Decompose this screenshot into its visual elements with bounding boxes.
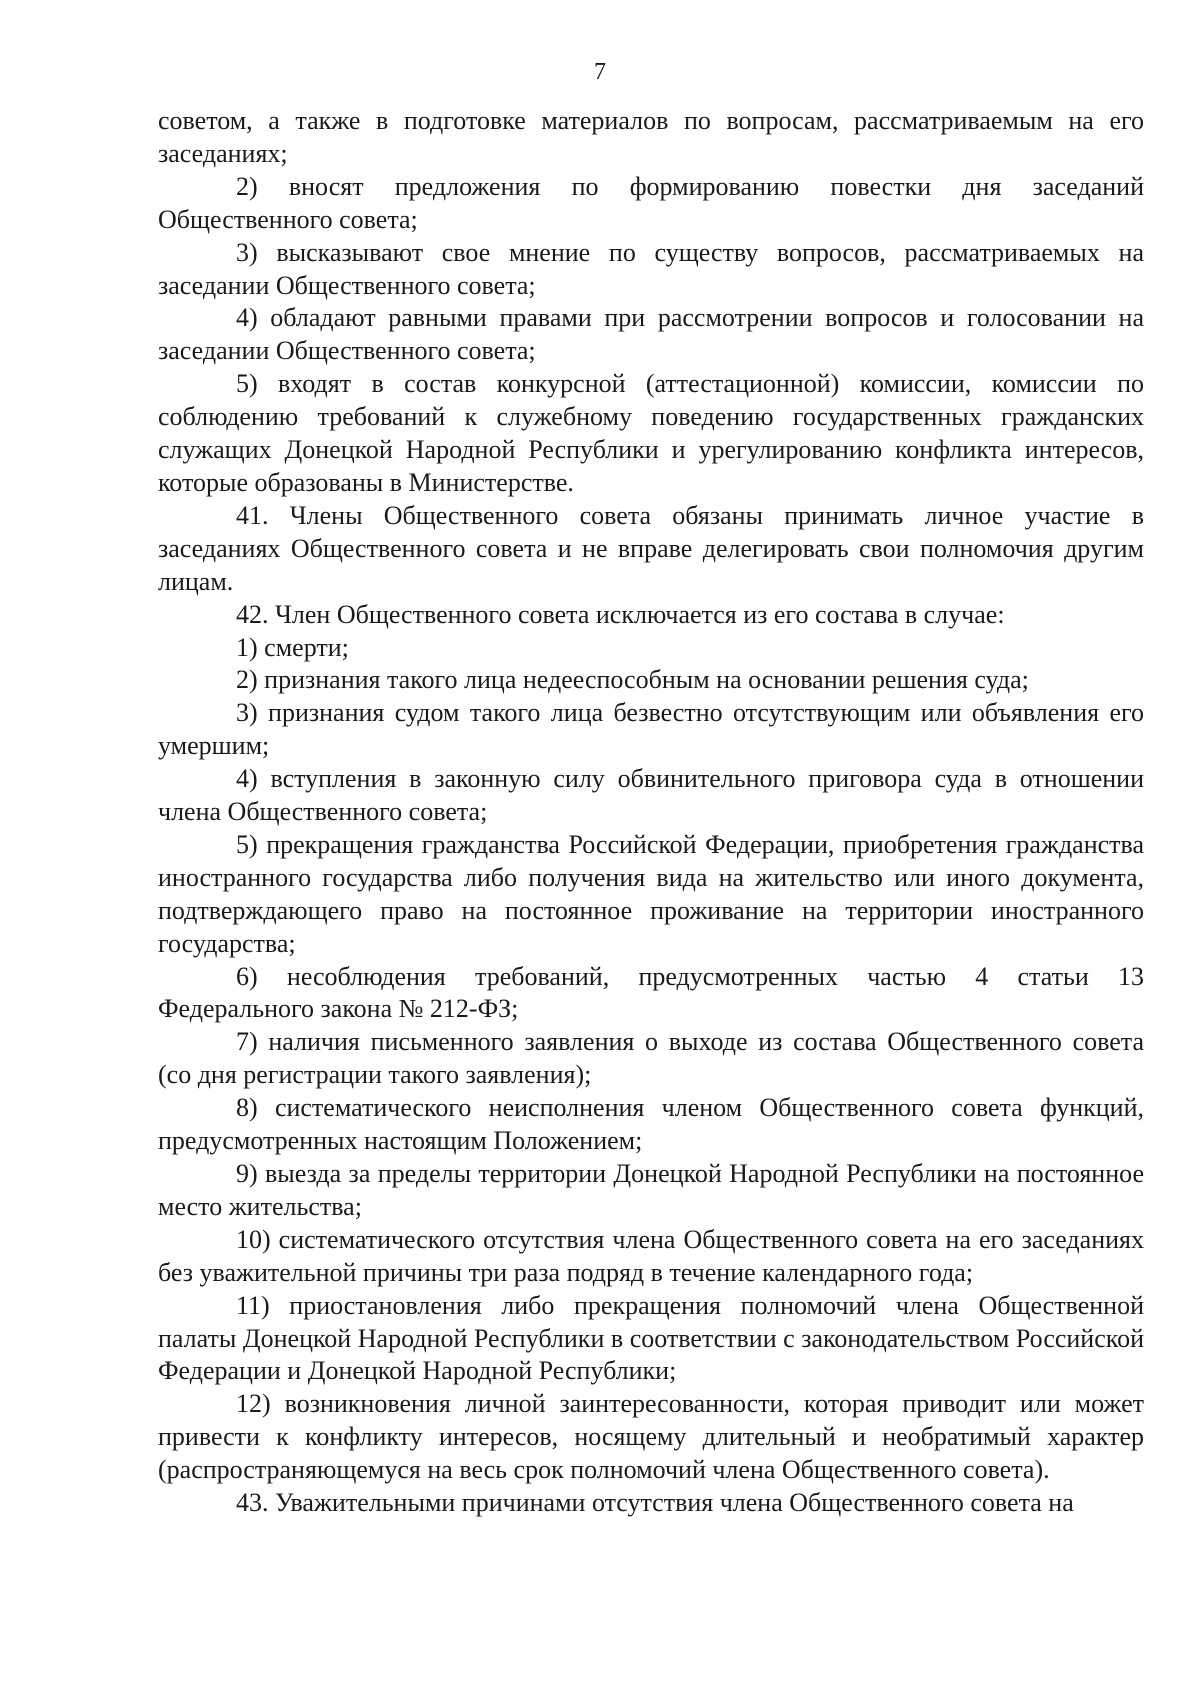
paragraph: 1) смерти; [236, 632, 349, 662]
paragraph: 7) наличия письменного заявления о выходе из состава Общественного совета (со дня регистрации такого заявления); [158, 1027, 1144, 1090]
paragraph: 10) систематического отсутствия члена Общественного совета на его заседаниях без уважительной причины три раза подряд в течение календарного года; [158, 1224, 1144, 1287]
paragraph: 9) выезда за пределы территории Донецкой Народной Республики на постоянное место жительства; [158, 1159, 1144, 1221]
paragraph: 5) входят в состав конкурсной (аттестационной) комиссии, комиссии по соблюдению требований к служебному поведению государственных гражданских служащих Донецкой Народной Республики и урегулированию конфликта интересов, которые образованы в Министерстве. [158, 369, 1144, 497]
paragraph: 6) несоблюдения требований, предусмотренных частью 4 статьи 13 Федерального закона № 212-ФЗ; [158, 961, 1144, 1024]
paragraph: 4) обладают равными правами при рассмотрении вопросов и голосовании на заседании Общественного совета; [158, 303, 1144, 366]
paragraph-clause-41: 41. Члены Общественного совета обязаны принимать личное участие в заседаниях Общественного совета и не вправе делегировать свои полномочия другим лицам. [158, 500, 1144, 596]
paragraph: 8) систематического неисполнения членом Общественного совета функций, предусмотренных настоящим Положением; [158, 1093, 1144, 1156]
paragraph: 3) высказывают свое мнение по существу вопросов, рассматриваемых на заседании Общественного совета; [158, 237, 1144, 300]
paragraph: 12) возникновения личной заинтересованности, которая приводит или может привести к конфликту интересов, носящему длительный и необратимый характер (распространяющемуся на весь срок полномочий члена Общественного совета). [158, 1389, 1144, 1485]
paragraph: 11) приостановления либо прекращения полномочий члена Общественной палаты Донецкой Народной Республики в соответствии с законодательством Российской Федерации и Донецкой Народной Республики; [158, 1290, 1144, 1386]
paragraph: 2) вносят предложения по формированию повестки дня заседаний Общественного совета; [158, 171, 1144, 234]
document-body [158, 105, 1144, 1520]
page-number: 7 [594, 59, 606, 85]
paragraph-clause-43: 43. Уважительными причинами отсутствия члена Общественного совета на [236, 1488, 1074, 1518]
paragraph: 5) прекращения гражданства Российской Федерации, приобретения гражданства иностранного государства либо получения вида на жительство или иного документа, подтверждающего право на постоянное проживание на территории иностранного государства; [158, 829, 1144, 958]
paragraph: 3) признания судом такого лица безвестно отсутствующим или объявления его умершим; [158, 698, 1144, 761]
paragraph: 4) вступления в законную силу обвинительного приговора суда в отношении члена Общественного совета; [158, 764, 1144, 827]
paragraph: 2) признания такого лица недееспособным на основании решения суда; [236, 665, 1029, 695]
paragraph-clause-42: 42. Член Общественного совета исключается из его состава в случае: [236, 599, 1005, 629]
paragraph-continuation: советом, а также в подготовке материалов по вопросам, рассматриваемым на его заседаниях; [158, 106, 1144, 168]
